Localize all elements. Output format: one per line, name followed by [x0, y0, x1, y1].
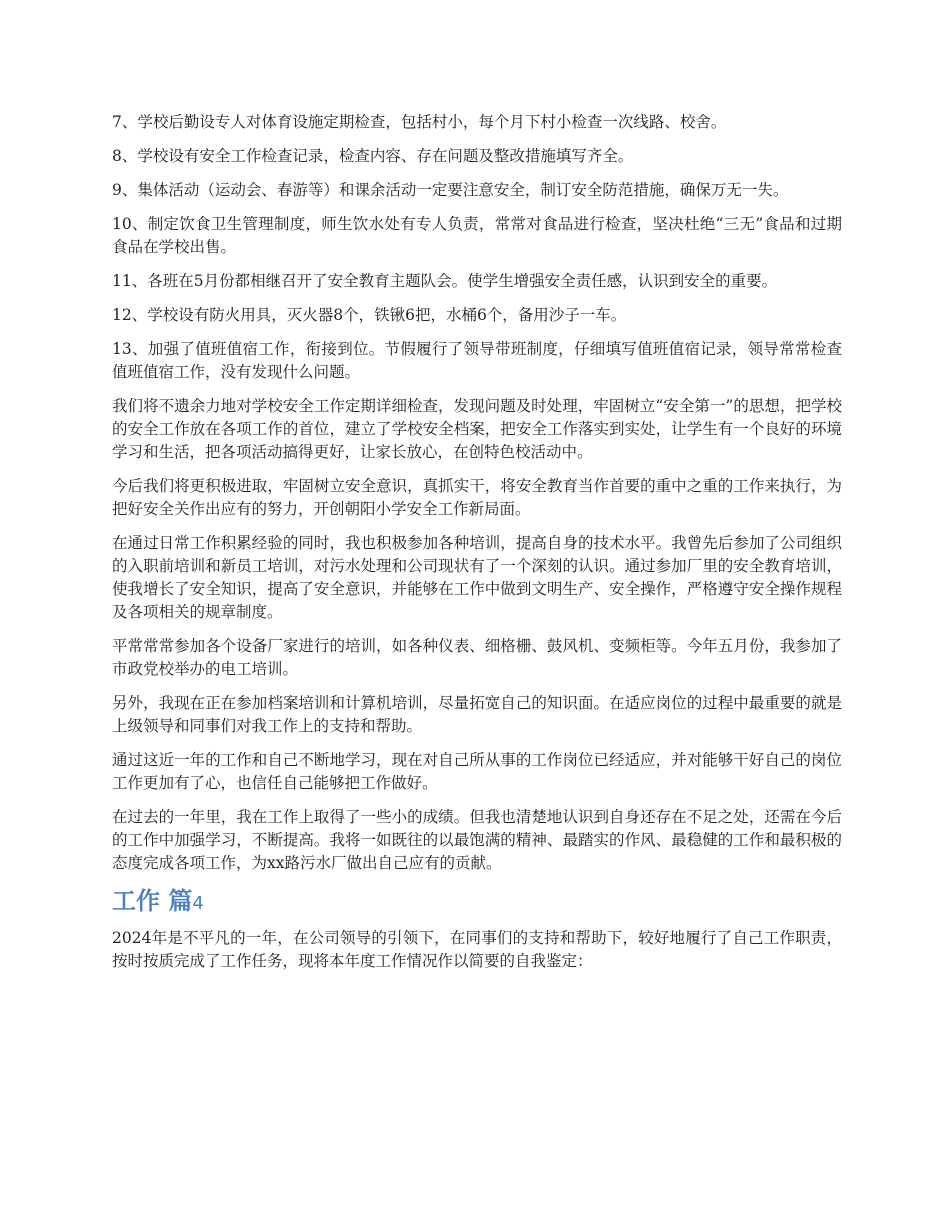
paragraph-training: 在通过日常工作积累经验的同时，我也积极参加各种培训，提高自身的技术水平。我曾先后参加了公司组织的入职前培训和新员工培训，对污水处理和公司现状有了一个深刻的认识。通过参加厂里的安全教育培训，使我增长了安全知识，提高了安全意识，并能够在工作中做到文明生产、安全操作，严格遵守安全操作规程及各项相关的规章制度。	[112, 534, 842, 621]
paragraph-adaptation: 通过这近一年的工作和自己不断地学习，现在对自己所从事的工作岗位已经适应，并对能够干好自己的岗位工作更加有了心，也信任自己能够把工作做好。	[112, 751, 842, 792]
document-body	[112, 111, 842, 984]
paragraph-item-11: 11、各班在5月份都相继召开了安全教育主题队会。使学生增强安全责任感，认识到安全的重要。	[112, 272, 778, 290]
paragraph-future-plan: 今后我们将更积极进取，牢固树立安全意识，真抓实干，将安全教育当作首要的重中之重的工作来执行，为把好安全关作出应有的努力，开创朝阳小学安全工作新局面。	[112, 477, 842, 518]
paragraph-item-10: 10、制定饮食卫生管理制度，师生饮水处有专人负责，常常对食品进行检查，坚决杜绝“三无”食品和过期食品在学校出售。	[112, 215, 842, 256]
section-heading-number: 4	[192, 893, 204, 914]
paragraph-equipment-training: 平常常常参加各个设备厂家进行的培训，如各种仪表、细格栅、鼓风机、变频柜等。今年五月份，我参加了市政党校举办的电工培训。	[112, 637, 842, 678]
paragraph-item-12: 12、学校设有防火用具，灭火器8个，铁锹6把，水桶6个，备用沙子一车。	[112, 306, 627, 324]
section-heading-title: 工作 篇	[112, 887, 193, 915]
paragraph-item-13: 13、加强了值班值宿工作，衔接到位。节假履行了领导带班制度，仔细填写值班值宿记录，领导常常检查值班值宿工作，没有发现什么问题。	[112, 340, 842, 381]
paragraph-conclusion: 在过去的一年里，我在工作上取得了一些小的成绩。但我也清楚地认识到自身还存在不足之处，还需在今后的工作中加强学习，不断提高。我将一如既往的以最饱满的精神、最踏实的作风、最稳健的工作和最积极的态度完成各项工作，为xx路污水厂做出自己应有的贡献。	[112, 808, 842, 872]
paragraph-archive-training: 另外，我现在正在参加档案培训和计算机培训，尽量拓宽自己的知识面。在适应岗位的过程中最重要的就是上级领导和同事们对我工作上的支持和帮助。	[112, 694, 842, 735]
paragraph-intro-2024: 2024年是不平凡的一年，在公司领导的引领下，在同事们的支持和帮助下，较好地履行了自己工作职责，按时按质完成了工作任务，现将本年度工作情况作以简要的自我鉴定：	[112, 929, 842, 970]
section-heading	[112, 886, 842, 919]
paragraph-item-8: 8、学校设有安全工作检查记录，检查内容、存在问题及整改措施填写齐全。	[112, 147, 634, 165]
paragraph-item-7: 7、学校后勤设专人对体育设施定期检查，包括村小，每个月下村小检查一次线路、校舍。	[112, 113, 727, 131]
paragraph-item-9: 9、集体活动（运动会、春游等）和课余活动一定要注意安全，制订安全防范措施，确保万无一失。	[112, 181, 789, 199]
paragraph-safety-summary: 我们将不遗余力地对学校安全工作定期详细检查，发现问题及时处理，牢固树立“安全第一”的思想，把学校的安全工作放在各项工作的首位，建立了学校安全档案，把安全工作落实到实处，让学生有一个良好的环境学习和生活，把各项活动搞得更好，让家长放心，在创特色校活动中。	[112, 397, 842, 461]
